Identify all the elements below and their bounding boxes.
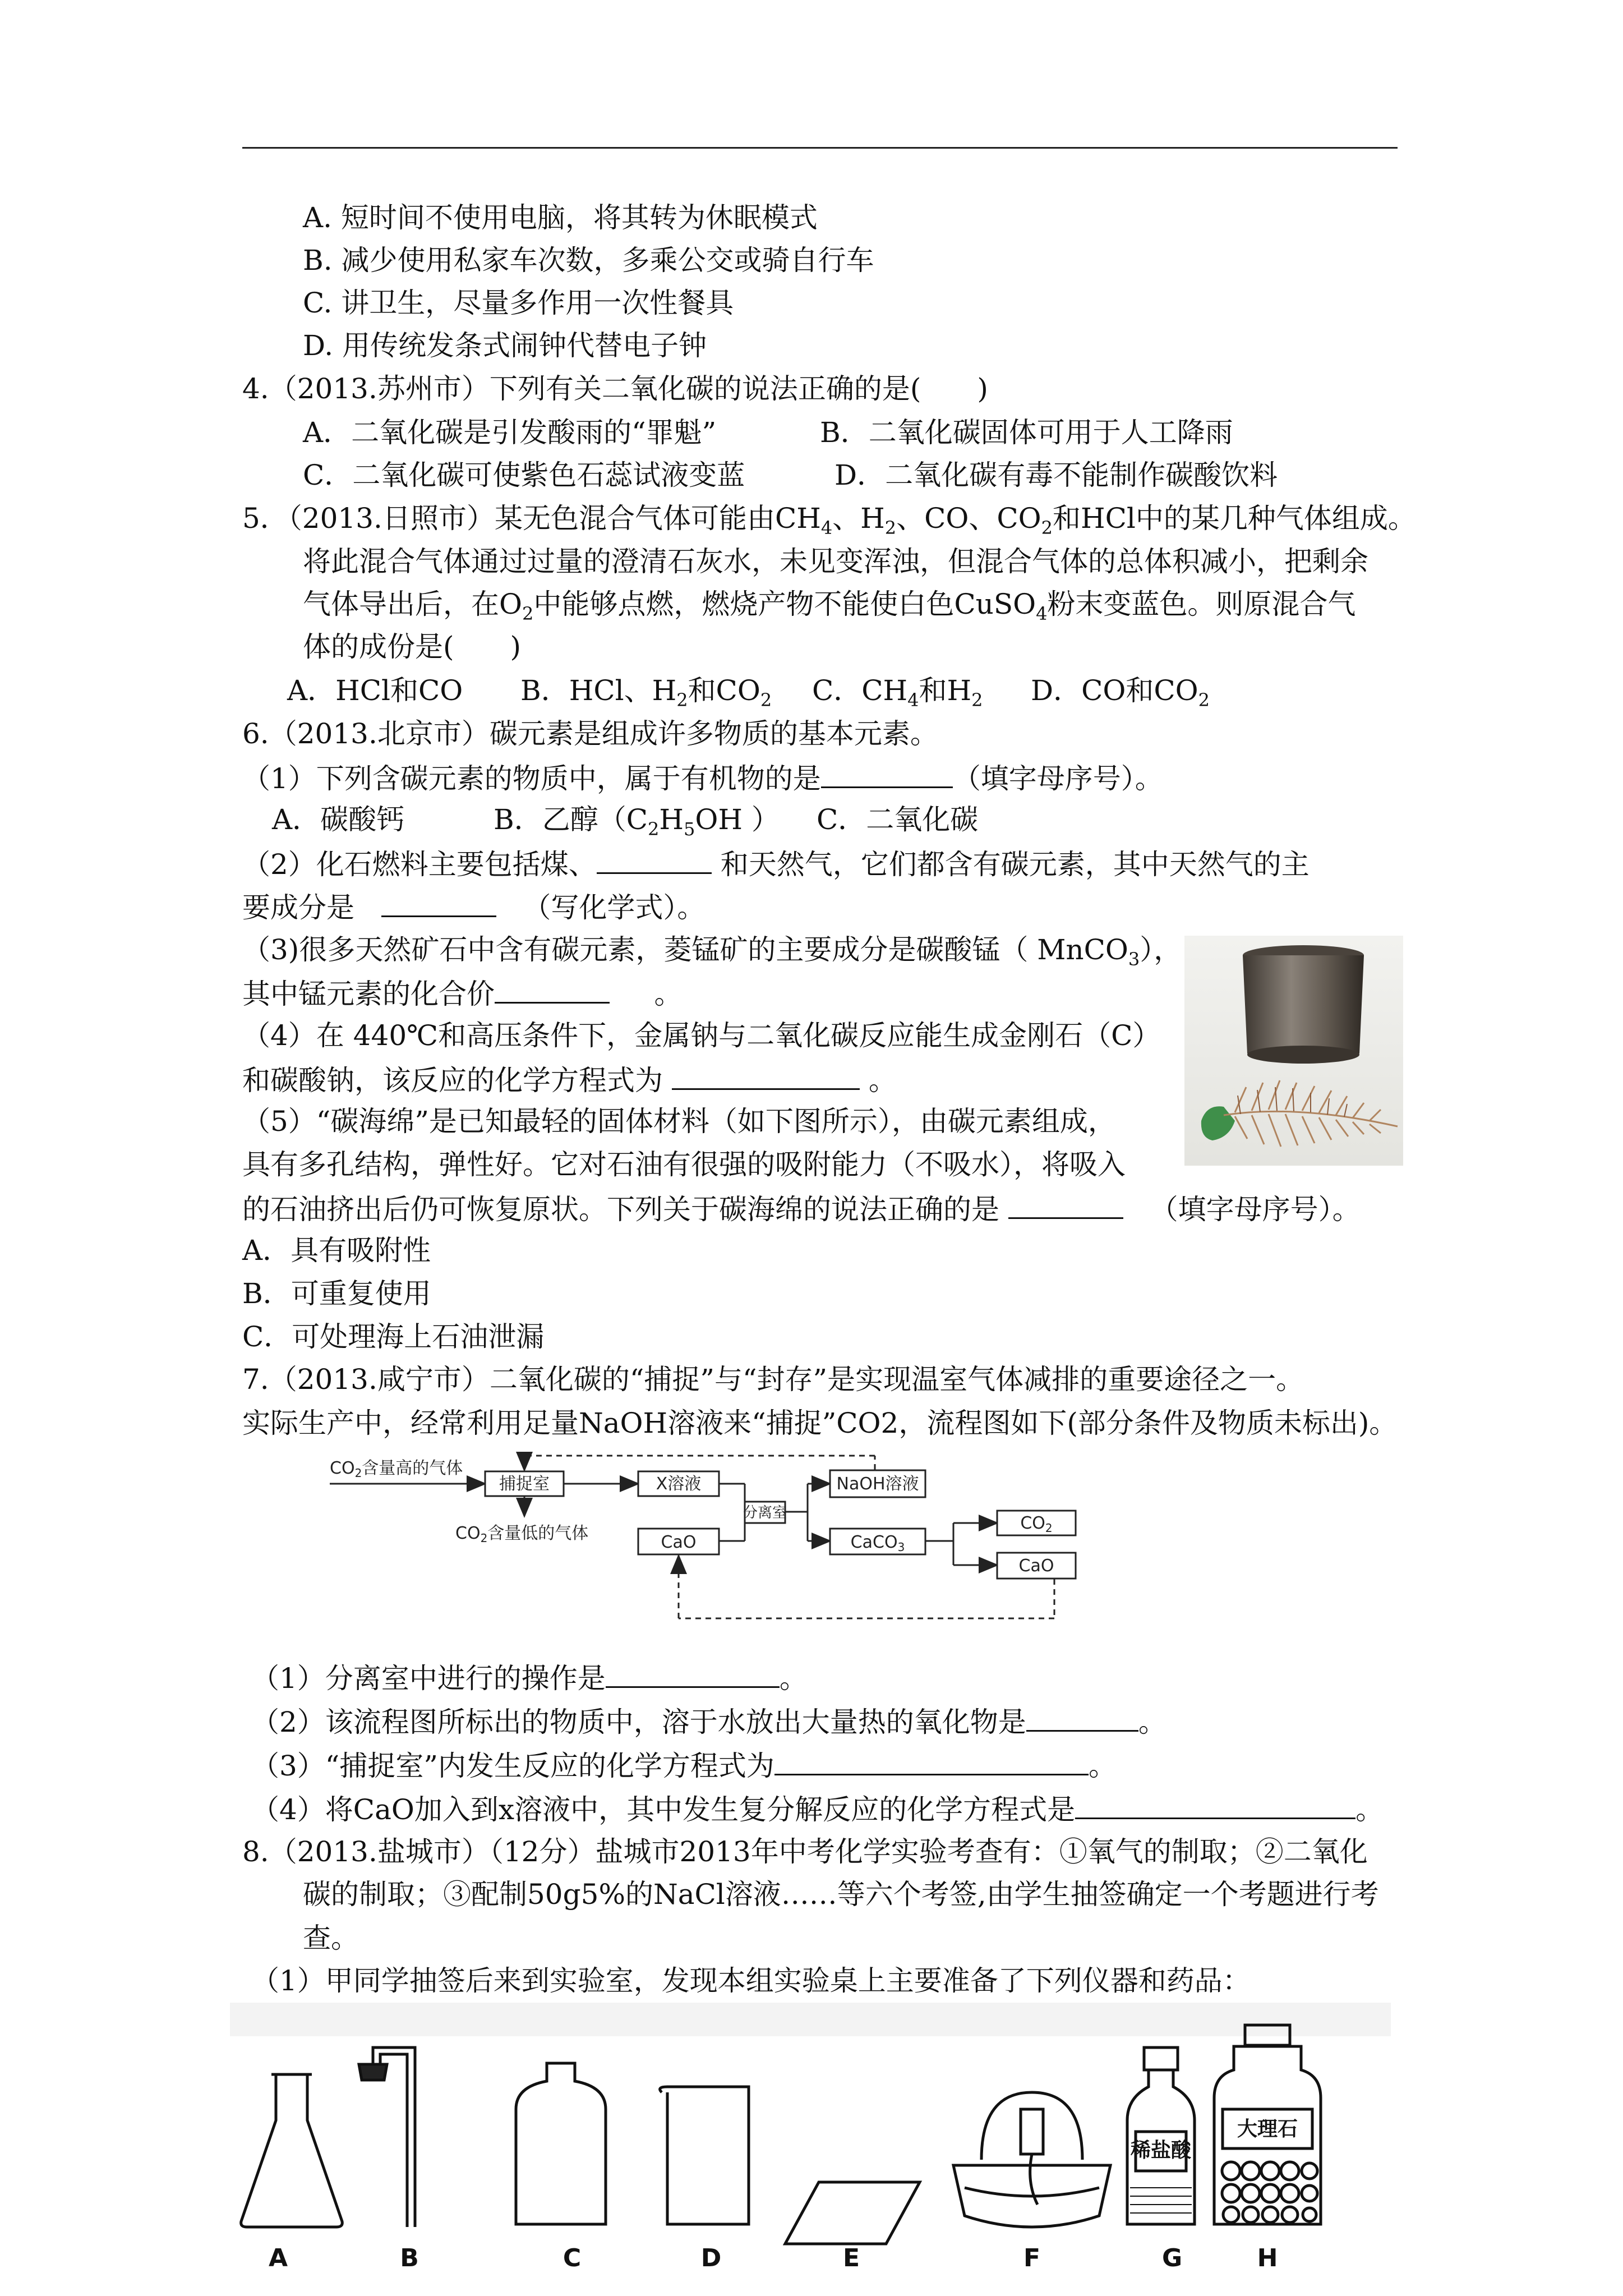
q5-option-a: A．HCl和CO (287, 674, 463, 707)
q8-part1: （1）甲同学抽签后来到实验室，发现本组实验桌上主要准备了下列仪器和药品： (251, 1964, 1251, 1997)
capture-room-box: 捕捉室 (499, 1474, 550, 1494)
q5-stem-line2: 将此混合气体通过过量的澄清石灰水，未见变浑浊，但混合气体的总体积减小，把剩余 (303, 545, 1368, 578)
label-g: G (1161, 2244, 1183, 2272)
q6-part1-option-a: A．碳酸钙 (272, 803, 405, 836)
q3-option-b: B. 减少使用私家车次数，多乘公交或骑自行车 (303, 244, 874, 277)
q8-stem-line1: 8.（2013.盐城市）（12分）盐城市2013年中考化学实验考查有：①氧气的制取；②二氧化 (242, 1835, 1368, 1868)
q6-part4-line2: 和碳酸钠，该反应的化学方程式为 。 (242, 1061, 897, 1098)
carbon-sponge-photo (1184, 936, 1403, 1166)
glass-plate-icon (785, 2182, 920, 2244)
label-a: A (268, 2244, 288, 2272)
q7-part1: （1）分离室中进行的操作是 。 (251, 1659, 808, 1696)
answer-blank[interactable] (597, 845, 712, 874)
q4-stem: 4.（2013.苏州市）下列有关二氧化碳的说法正确的是( ) (242, 372, 988, 405)
q4-option-b: B．二氧化碳固体可用于人工降雨 (820, 416, 1233, 449)
q6-part3-line1: （3)很多天然矿石中含有碳元素，菱锰矿的主要成分是碳酸锰（ MnCO$_3$）， (242, 933, 1182, 970)
label-h: H (1257, 2244, 1278, 2272)
caco3-box: CaCO$_3$ (850, 1533, 905, 1554)
gas-bottle-icon (516, 2063, 606, 2224)
answer-blank[interactable] (606, 1659, 780, 1688)
beaker-icon (660, 2087, 749, 2224)
q6-part5-line1: （5）“碳海绵”是已知最轻的固体材料（如下图所示），由碳元素组成， (242, 1105, 1116, 1138)
answer-blank[interactable] (672, 1061, 860, 1090)
alcohol-lamp-icon (953, 2092, 1110, 2227)
q4-option-d: D．二氧化碳有毒不能制作碳酸饮料 (834, 459, 1278, 491)
x-solution-box: X溶液 (656, 1474, 702, 1494)
q6-part5-option-c: C．可处理海上石油泄漏 (242, 1320, 545, 1353)
header-rule (242, 147, 1398, 149)
q6-part5-option-a: A．具有吸附性 (242, 1234, 431, 1267)
q7-part2: （2）该流程图所标出的物质中，溶于水放出大量热的氧化物是 。 (251, 1703, 1166, 1740)
q6-part2-line2: 要成分是 （写化学式）。 (242, 889, 705, 925)
answer-blank[interactable] (1026, 1703, 1138, 1732)
q6-stem: 6.（2013.北京市）碳元素是组成许多物质的基本元素。 (242, 717, 938, 750)
label-e: E (842, 2244, 860, 2272)
q5-option-b: B．HCl、$H_2$和$CO_2$ (520, 674, 772, 711)
q6-part5-line2: 具有多孔结构，弹性好。它对石油有很强的吸附能力（不吸水），将吸入 (242, 1148, 1126, 1181)
q7-stem-line1: 7.（2013.咸宁市）二氧化碳的“捕捉”与“封存”是实现温室气体减排的重要途径之一。 (242, 1363, 1304, 1396)
output-gas-label: $CO_2$含量低的气体 (455, 1524, 589, 1545)
marble-bottle-label: 大理石 (1237, 2118, 1298, 2141)
q8-stem-line2: 碳的制取；③配制50g5%的NaCl溶液……等六个考签,由学生抽签确定一个考题进行考 (303, 1878, 1379, 1911)
q6-part1-option-c: C．二氧化碳 (817, 803, 979, 836)
co2-capture-flowchart (314, 1450, 1133, 1646)
q4-option-a: A．二氧化碳是引发酸雨的“罪魁” (303, 416, 717, 449)
q7-stem-line2: 实际生产中，经常利用足量NaOH溶液来“捕捉”CO2，流程图如下(部分条件及物质未标出)。 (242, 1407, 1398, 1439)
q8-stem-line3: 查。 (303, 1922, 359, 1954)
answer-blank[interactable] (821, 760, 953, 788)
q4-option-c: C．二氧化碳可使紫色石蕊试液变蓝 (303, 459, 745, 491)
q3-option-d: D. 用传统发条式闹钟代替电子钟 (303, 329, 707, 362)
q6-part4-line1: （4）在 440℃和高压条件下，金属钠与二氧化碳反应能生成金刚石（C） (242, 1019, 1161, 1052)
q7-part4: （4）将CaO加入到x溶液中，其中发生复分解反应的化学方程式是 。 (251, 1791, 1384, 1827)
cao-left-box: CaO (661, 1533, 697, 1552)
apparatus-figure (224, 2003, 1402, 2294)
answer-blank[interactable] (495, 975, 610, 1004)
cao-right-box: CaO (1018, 1556, 1054, 1576)
q5-stem-line3: 气体导出后，在$O_2$中能够点燃，燃烧产物不能使白色CuSO$_4$粉末变蓝色。则原混合气 (303, 588, 1356, 624)
q6-part5-line3: 的石油挤出后仍可恢复原状。下列关于碳海绵的说法正确的是 （填字母序号）。 (242, 1190, 1361, 1227)
q6-part2-line1: （2）化石燃料主要包括煤、 和天然气，它们都含有碳元素，其中天然气的主 (242, 845, 1310, 882)
answer-blank[interactable] (1008, 1190, 1123, 1219)
stopper-tube-icon (359, 2047, 415, 2227)
q6-part5-option-b: B．可重复使用 (242, 1277, 431, 1310)
answer-blank[interactable] (774, 1747, 1089, 1775)
q5-stem-line1: 5．（2013.日照市）某无色混合气体可能由$CH_4$、$H_2$、CO、$CO_2$和HCl中的某几种气体组成。 (242, 502, 1416, 539)
q6-part1: （1）下列含碳元素的物质中，属于有机物的是 （填字母序号）。 (242, 760, 1163, 796)
q6-part1-option-b: B．乙醇（$C_2H_5OH$ ） (494, 803, 780, 840)
q3-option-c: C. 讲卫生，尽量多作用一次性餐具 (303, 287, 734, 319)
label-b: B (400, 2244, 419, 2272)
q5-stem-line4: 体的成份是( ) (303, 631, 522, 663)
q5-option-d: D．CO和$CO_2$ (1031, 674, 1210, 711)
hcl-bottle-label: 稀盐酸 (1130, 2139, 1192, 2162)
separation-room-box: 分离室 (743, 1504, 787, 1521)
co2-box: $CO_2$ (1020, 1513, 1053, 1535)
q5-option-c: C．$CH_4$和$H_2$ (812, 674, 983, 711)
q3-option-a: A. 短时间不使用电脑，将其转为休眠模式 (303, 201, 818, 234)
label-f: F (1023, 2244, 1041, 2272)
label-d: D (700, 2244, 722, 2272)
conical-flask-icon (241, 2076, 343, 2227)
hydrochloric-acid-bottle-icon (1127, 2047, 1195, 2224)
q6-part3-line2: 其中锰元素的化合价 。 (242, 975, 682, 1011)
answer-blank[interactable] (381, 889, 496, 917)
q7-part3: （3）“捕捉室”内发生反应的化学方程式为 。 (251, 1747, 1117, 1783)
label-c: C (562, 2244, 582, 2272)
input-gas-label: $CO_2$含量高的气体 (330, 1458, 463, 1480)
answer-blank[interactable] (1075, 1791, 1355, 1819)
naoh-solution-box: NaOH溶液 (836, 1474, 919, 1494)
